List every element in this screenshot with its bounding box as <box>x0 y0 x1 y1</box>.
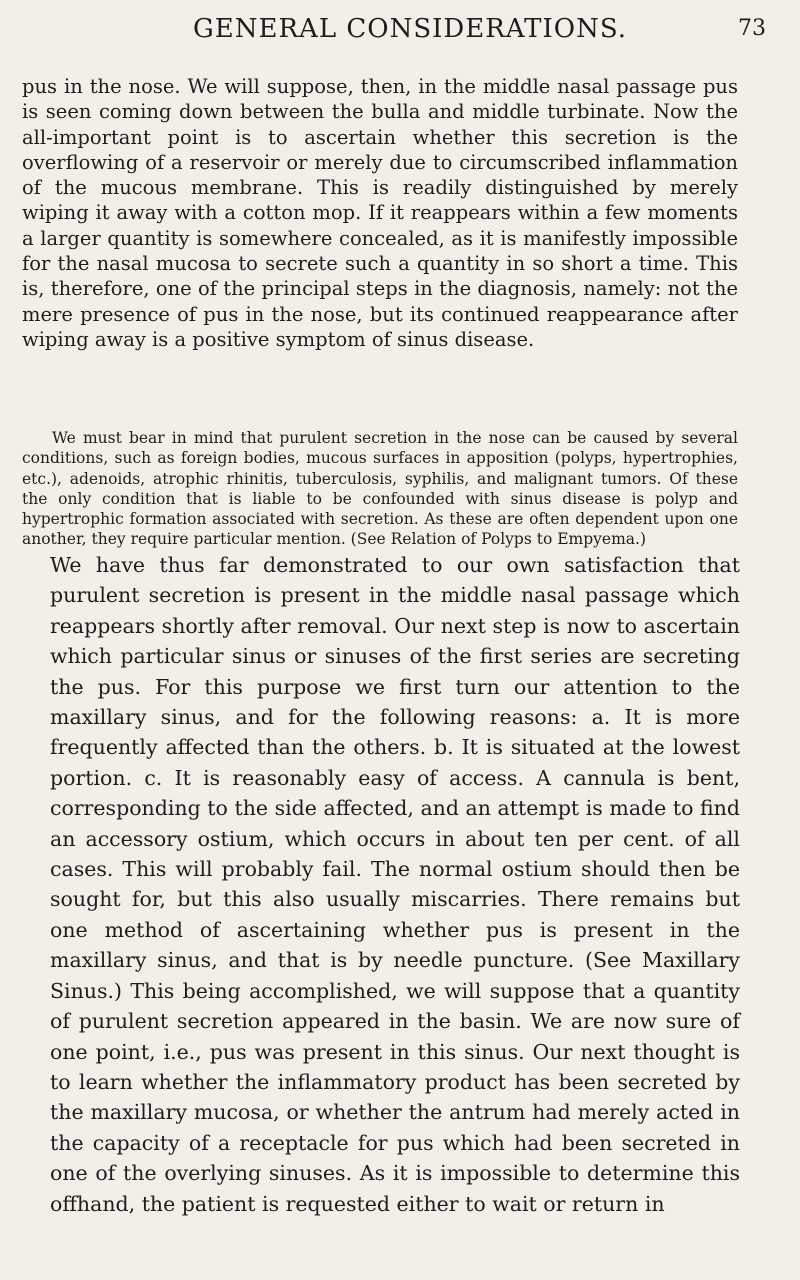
page-number: 73 <box>738 16 766 41</box>
footnote-paragraph <box>22 428 738 550</box>
body-paragraph-1: pus in the nose. We will suppose, then, in the middle nasal passage pus is seen coming down between the bulla and middle turbinate. Now the all-important point is to ascertain whether this secretion is the overflowing of a reservoir or merely due to circumscribed inflammation of the mucous membrane. This is readily distinguished by merely wiping it away with a cotton mop. If it reappears within a few moments a larger quantity is somewhere concealed, as it is manifestly impossible for the nasal mucosa to secrete such a quantity in so short a time. This is, therefore, one of the principal steps in the diagnosis, namely: not the mere presence of pus in the nose, but its continued reappearance after wiping away is a positive symptom of sinus disease. <box>22 75 738 351</box>
footnote-text: We must bear in mind that purulent secretion in the nose can be caused by several conditions, such as foreign bodies, mucous surfaces in apposition (polyps, hypertrophies, etc.), adenoids, atrophic rhinitis, tuberculosis, syphilis, and malignant tumors. Of these the only condition that is liable to be confounded with sinus disease is polyp and hypertrophic formation associated with secretion. As these are often dependent upon one another, they require particular mention. (See Relation of Polyps to Empyema.) <box>22 429 738 549</box>
running-head: GENERAL CONSIDERATIONS. <box>193 14 627 44</box>
body-paragraph-2: We have thus far demonstrated to our own satisfaction that purulent secretion is present in the middle nasal passage which reappears shortly after removal. Our next step is now to ascertain which particular sinus or sinuses of the first series are secreting the pus. For this purpose we first turn our attention to the maxillary sinus, and for the following reasons: a. It is more frequently affected than the others. b. It is situated at the lowest portion. c. It is reasonably easy of access. A cannula is bent, corresponding to the side affected, and an attempt is made to find an accessory ostium, which occurs in about ten per cent. of all cases. This will probably fail. The normal ostium should then be sought for, but this also usually miscarries. There remains but one method of ascertaining whether pus is present in the maxillary sinus, and that is by needle puncture. (See Maxillary Sinus.) This being accomplished, we will suppose that a quantity of purulent secretion appeared in the basin. We are now sure of one point, i.e., pus was present in this sinus. Our next thought is to learn whether the inflammatory product has been secreted by the maxillary mucosa, or whether the antrum had merely acted in the capacity of a receptacle for pus which had been secreted in one of the overlying sinuses. As it is impossible to determine this offhand, the patient is requested either to wait or return in <box>50 553 740 1216</box>
